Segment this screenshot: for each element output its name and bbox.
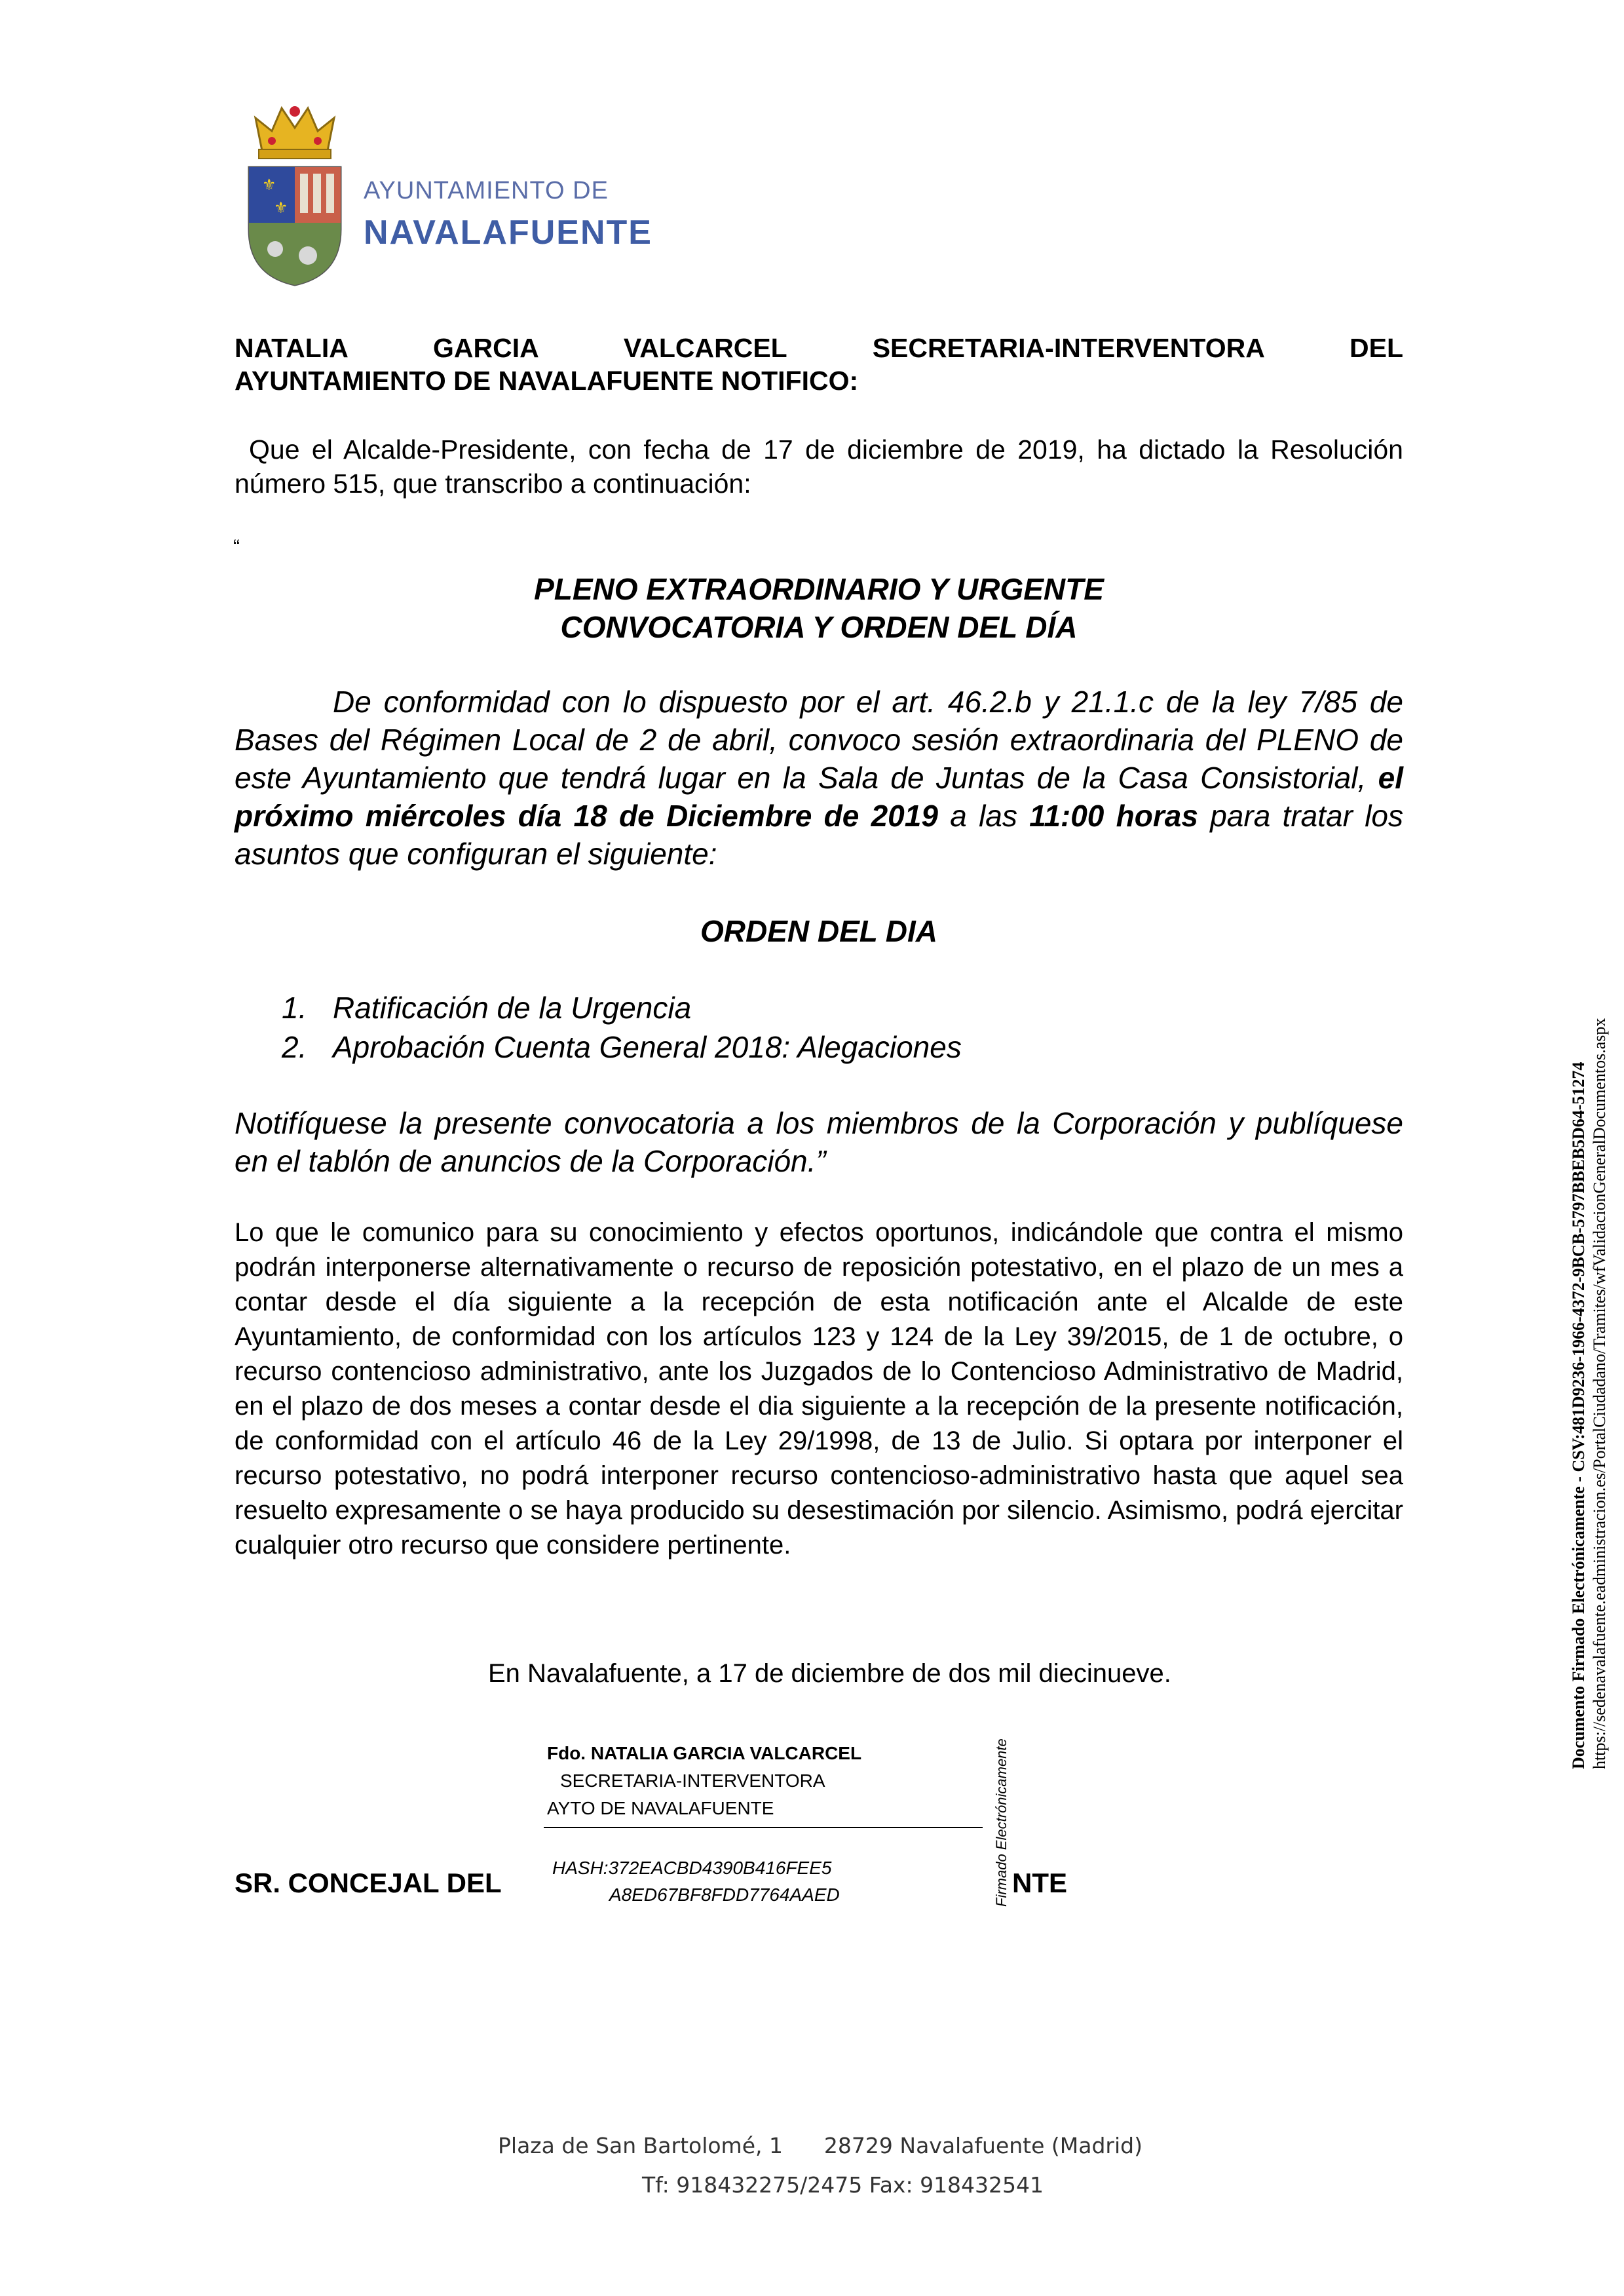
side-validation-url[interactable]: https://sedenavalafuente.eadministracion.es/PortalCiudadano/Tramites/wfValidacionGeneralDocumentos.aspx — [1590, 1018, 1609, 1769]
addressee-left: SR. CONCEJAL DEL — [235, 1867, 502, 1898]
signature-name: Fdo. NATALIA GARCIA VALCARCEL — [547, 1743, 862, 1763]
agenda-item-text: Ratificación de la Urgencia — [333, 991, 692, 1025]
agenda-title: ORDEN DEL DIA — [700, 914, 938, 948]
svg-text:⚜: ⚜ — [262, 176, 276, 194]
convocation-date: el próximo miércoles día 18 de Diciembre de 2019 — [235, 761, 1403, 833]
convocation-text-1: De conformidad con lo dispuesto por el art. 46.2.b y 21.1.c de la ley 7/85 de Bases del Régimen Local de 2 de abril, convoco sesión extraordinaria del PLENO de este Ayuntamiento que tendrá lugar en la Sala de Juntas de la Casa Consistorial, — [235, 685, 1403, 795]
agenda-item-text: Aprobación Cuenta General 2018: Alegaciones — [333, 1030, 962, 1064]
notifier-line1: NATALIA GARCIA VALCARCEL SECRETARIA-INTERVENTORA DEL — [235, 333, 1403, 363]
signature-hash-line2: A8ED67BF8FDD7764AAED — [609, 1885, 840, 1905]
intro-paragraph: Que el Alcalde-Presidente, con fecha de 17 de diciembre de 2019, ha dictado la Resolución número 515, que transcribo a continuación: — [235, 434, 1403, 499]
convocation-paragraph — [235, 683, 1403, 873]
agenda-item — [282, 988, 962, 1027]
signature-role: SECRETARIA-INTERVENTORA — [560, 1770, 825, 1791]
agenda-list — [282, 988, 962, 1067]
addressee-right: NTE — [1012, 1867, 1067, 1898]
convocation-text-3: para tratar los asuntos que configuran el siguiente: — [235, 799, 1403, 871]
signature-hash-line1: HASH:372EACBD4390B416FEE5 — [552, 1858, 832, 1878]
agenda-item — [282, 1027, 962, 1067]
agenda-item-number: 1. — [282, 991, 307, 1025]
place-date: En Navalafuente, a 17 de diciembre de dos mil diecinueve. — [488, 1659, 1171, 1688]
org-name-line1: AYUNTAMIENTO DE — [364, 177, 609, 204]
convocation-time: 11:00 horas — [1029, 799, 1198, 833]
svg-text:⚜: ⚜ — [274, 199, 288, 217]
notify-paragraph: Notifíquese la presente convocatoria a los miembros de la Corporación y publíquese en el tablón de anuncios de la Corporación.” — [235, 1106, 1403, 1178]
coat-of-arms-icon — [236, 92, 354, 288]
side-csv-text: Documento Firmado Electrónicamente - CSV:481D9236-1966-4372-9BCB-5797BBEB5D64-51274 — [1569, 1062, 1588, 1769]
resolution-title-line1: PLENO EXTRAORDINARIO Y URGENTE — [534, 572, 1104, 606]
org-name-line2: NAVALAFUENTE — [364, 214, 652, 252]
footer-phone: Tf: 918432275/2475 Fax: 918432541 — [642, 2172, 1044, 2198]
footer-address: Plaza de San Bartolomé, 1 28729 Navalafuente (Madrid) — [498, 2133, 1142, 2158]
legal-paragraph: Lo que le comunico para su conocimiento y efectos oportunos, indicándole que contra el mismo podrán interponerse alternativamente o recurso de reposición potestativo, en el plazo de un mes a contar desde el día siguiente a la recepción de esta notificación ante el Alcalde de este Ayuntamiento, de conformidad con los artículos 123 y 124 de la Ley 39/2015, de 1 de octubre, o recurso contencioso administrativo, ante los Juzgados de lo Contencioso Administrativo de Madrid, en el plazo de dos meses a contar desde el dia siguiente a la recepción de la presente notificación, de conformidad con el artículo 46 de la Ley 29/1998, de 13 de Julio. Si optara por interponer el recurso potestativo, no podrá interponer recurso contencioso-administrativo hasta que aquel sea resuelto expresamente o se haya producido su desestimación por silencio. Asimismo, podrá ejercitar cualquier otro recurso que considere pertinente. — [235, 1218, 1403, 1559]
signature-divider — [544, 1827, 983, 1828]
convocation-text-2: a las — [937, 799, 1030, 833]
resolution-title-line2: CONVOCATORIA Y ORDEN DEL DÍA — [560, 610, 1078, 644]
quote-open-mark: “ — [233, 536, 240, 558]
electronic-signature-stamp: Firmado Electrónicamente — [993, 1738, 1010, 1907]
agenda-item-number: 2. — [282, 1030, 307, 1064]
signature-org: AYTO DE NAVALAFUENTE — [547, 1798, 774, 1818]
notifier-line2: AYUNTAMIENTO DE NAVALAFUENTE NOTIFICO: — [235, 366, 859, 396]
